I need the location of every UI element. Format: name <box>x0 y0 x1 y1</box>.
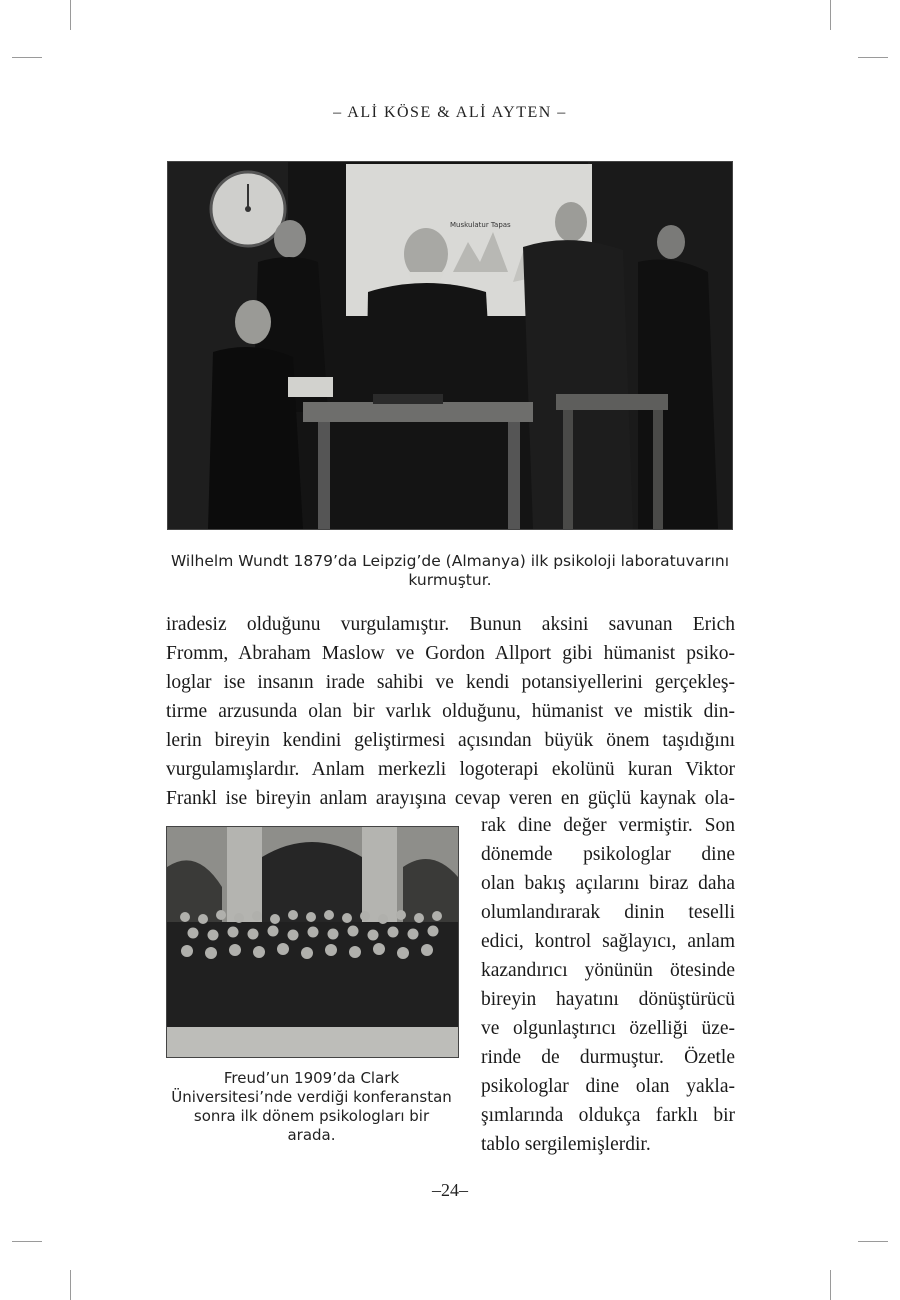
figure-caption-clark <box>166 1069 457 1145</box>
body-line: rak dine değer vermiştir. Son <box>481 815 735 836</box>
running-head: – ALİ KÖSE & ALİ AYTEN – <box>333 104 567 121</box>
body-line: Fromm, Abraham Maslow ve Gordon Allport gibi hümanist psiko- <box>166 643 735 664</box>
body-line: vurgulamışlardır. Anlam merkezli logoterapi ekolünü kuran Viktor <box>166 759 735 780</box>
body-line: lerin bireyin kendini geliştirmesi açısından büyük önem taşıdığını <box>166 730 735 751</box>
crop-mark <box>830 1270 831 1300</box>
body-line: tablo sergilemişlerdir. <box>481 1134 651 1155</box>
crop-mark <box>70 1270 71 1300</box>
body-line: rinde de durmuştur. Özetle <box>481 1047 735 1068</box>
crop-mark <box>830 0 831 30</box>
body-line: şımlarında oldukça farklı bir <box>481 1105 735 1126</box>
body-line: kazandırıcı yönünün ötesinde <box>481 960 735 981</box>
figure-caption-wundt <box>120 552 780 590</box>
body-line: loglar ise insanın irade sahibi ve kendi potansiyellerini gerçekleş- <box>166 672 735 693</box>
body-line: olumlandırarak dinin teselli <box>481 902 735 923</box>
crop-mark <box>12 1241 42 1242</box>
wundt-lab-photo <box>167 161 733 530</box>
body-line: dönemde psikologlar dine <box>481 844 735 865</box>
crop-mark <box>858 1241 888 1242</box>
caption-line: Wilhelm Wundt 1879’da Leipzig’de (Almanya) ilk psikoloji laboratuvarını <box>170 552 730 570</box>
caption-line: arada. <box>287 1126 336 1144</box>
body-line: tirme arzusunda olan bir varlık olduğunu, hümanist ve mistik din- <box>166 701 735 722</box>
svg-text:Muskulatur Tapas: Muskulatur Tapas <box>450 221 511 229</box>
caption-line: sonra ilk dönem psikologları bir <box>193 1107 430 1125</box>
body-line: bireyin hayatını dönüştürücü <box>481 989 735 1010</box>
crop-mark <box>12 57 42 58</box>
body-line: olan bakış açılarını biraz daha <box>481 873 735 894</box>
caption-line: Freud’un 1909’da Clark <box>223 1069 400 1087</box>
body-line: ve olgunlaştırıcı özelliği üze- <box>481 1018 735 1039</box>
body-line: iradesiz olduğunu vurgulamıştır. Bunun aksini savunan Erich <box>166 614 735 635</box>
body-line: edici, kontrol sağlayıcı, anlam <box>481 931 735 952</box>
page-number: –24– <box>432 1180 468 1200</box>
caption-line: kurmuştur. <box>408 571 492 589</box>
crop-mark <box>70 0 71 30</box>
clark-group-photo <box>166 826 459 1058</box>
body-line: Frankl ise bireyin anlam arayışına cevap veren en güçlü kaynak ola- <box>166 788 735 809</box>
body-line: psikologlar dine olan yakla- <box>481 1076 735 1097</box>
caption-line: Üniversitesi’nde verdiği konferanstan <box>171 1088 452 1106</box>
crop-mark <box>858 57 888 58</box>
